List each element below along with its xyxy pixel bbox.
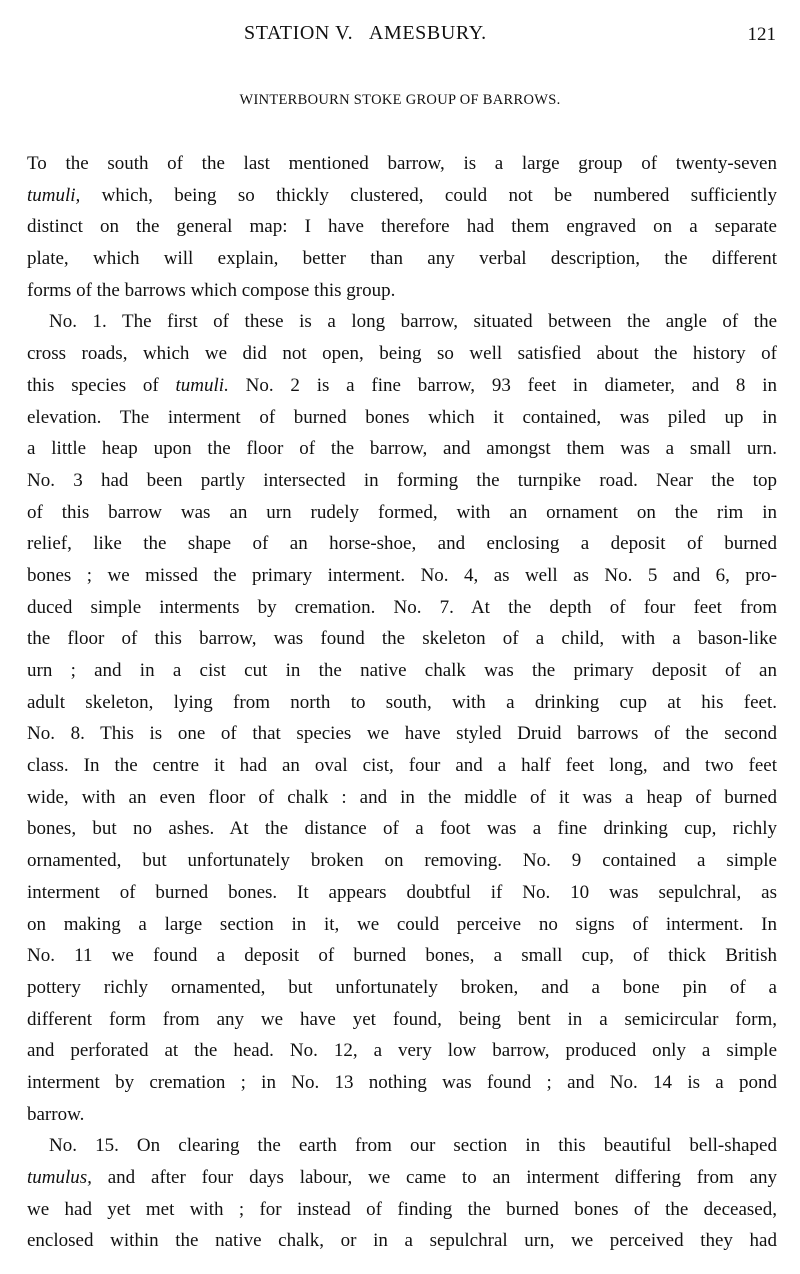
text-line bbox=[27, 1130, 777, 1162]
text-segment: No. 8. This is one of that species we have styled Druid barrows of the second bbox=[27, 723, 777, 745]
text-line bbox=[27, 750, 777, 782]
text-segment: on making a large section in it, we could perceive no signs of interment. In bbox=[27, 913, 777, 935]
text-line bbox=[27, 402, 777, 434]
text-segment: interment by cremation ; in No. 13 nothing was found ; and No. 14 is a pond bbox=[27, 1071, 777, 1093]
text-segment: barrow. bbox=[27, 1103, 85, 1125]
text-segment: No. 3 had been partly intersected in forming the turnpike road. Near the top bbox=[27, 469, 777, 491]
text-line bbox=[27, 1099, 777, 1131]
text-line bbox=[27, 1225, 777, 1257]
text-segment: No. 15. On clearing the earth from our section in this beautiful bell-shaped bbox=[49, 1135, 777, 1157]
text-line bbox=[27, 877, 777, 909]
text-line bbox=[27, 718, 777, 750]
text-line bbox=[27, 211, 777, 243]
text-segment: a little heap upon the floor of the barrow, and amongst them was a small urn. bbox=[27, 438, 777, 460]
text-line bbox=[27, 560, 777, 592]
text-segment: duced simple interments by cremation. No. 7. At the depth of four feet from bbox=[27, 596, 777, 618]
text-line bbox=[27, 592, 777, 624]
text-segment: class. In the centre it had an oval cist, four and a half feet long, and two feet bbox=[27, 755, 777, 777]
text-segment: pottery richly ornamented, but unfortunately broken, and a bone pin of a bbox=[27, 976, 777, 998]
text-segment: different form from any we have yet found, being bent in a semicircular form, bbox=[27, 1008, 777, 1030]
text-line bbox=[27, 1162, 777, 1194]
text-segment: interment of burned bones. It appears doubtful if No. 10 was sepulchral, as bbox=[27, 881, 777, 903]
section-heading: WINTERBOURN STOKE GROUP OF BARROWS. bbox=[239, 92, 561, 108]
text-line bbox=[27, 623, 777, 655]
text-line bbox=[27, 782, 777, 814]
text-line bbox=[27, 275, 777, 307]
italic-text: tumuli, bbox=[27, 184, 81, 206]
text-segment: the floor of this barrow, was found the skeleton of a child, with a bason-like bbox=[27, 628, 777, 650]
text-line bbox=[27, 909, 777, 941]
running-title: STATION V. AMESBURY. bbox=[244, 22, 487, 44]
text-segment: and perforated at the head. No. 12, a very low barrow, produced only a simple bbox=[27, 1040, 777, 1062]
text-segment: wide, with an even floor of chalk : and in the middle of it was a heap of burned bbox=[27, 786, 777, 808]
text-line bbox=[27, 497, 777, 529]
text-line bbox=[27, 1004, 777, 1036]
running-head bbox=[0, 22, 800, 52]
body-text bbox=[27, 148, 777, 1257]
text-segment: urn ; and in a cist cut in the native chalk was the primary deposit of an bbox=[27, 660, 777, 681]
text-line bbox=[27, 845, 777, 877]
text-segment: No. 11 we found a deposit of burned bones, a small cup, of thick British bbox=[27, 945, 777, 967]
text-segment: which, being so thickly clustered, could not be numbered sufficiently bbox=[80, 184, 777, 206]
text-line bbox=[27, 148, 777, 180]
text-line bbox=[27, 306, 777, 338]
text-segment: of this barrow was an urn rudely formed, with an ornament on the rim in bbox=[27, 501, 777, 523]
text-line bbox=[27, 940, 777, 972]
text-line bbox=[27, 433, 777, 465]
text-line bbox=[27, 1194, 777, 1226]
text-line bbox=[27, 180, 777, 212]
text-segment: enclosed within the native chalk, or in a sepulchral urn, we perceived they had bbox=[27, 1230, 777, 1252]
text-segment: No. 2 is a fine barrow, 93 feet in diameter, and 8 in bbox=[228, 374, 777, 396]
text-line bbox=[27, 1067, 777, 1099]
text-line bbox=[27, 370, 777, 402]
page-number: 121 bbox=[747, 24, 776, 45]
text-segment: elevation. The interment of burned bones which it contained, was piled up in bbox=[27, 406, 777, 428]
text-segment: No. 1. The first of these is a long barrow, situated between the angle of the bbox=[49, 311, 777, 333]
text-segment: bones, but no ashes. At the distance of a foot was a fine drinking cup, richly bbox=[27, 818, 777, 840]
text-line bbox=[27, 655, 777, 687]
text-segment: adult skeleton, lying from north to south, with a drinking cup at his feet. bbox=[27, 691, 777, 713]
text-line bbox=[27, 465, 777, 497]
text-segment: bones ; we missed the primary interment. No. 4, as well as No. 5 and 6, pro- bbox=[27, 564, 777, 586]
text-segment: we had yet met with ; for instead of finding the burned bones of the deceased, bbox=[27, 1198, 777, 1220]
text-segment: this species of bbox=[27, 374, 176, 396]
text-segment: To the south of the last mentioned barrow, is a large group of twenty-seven bbox=[27, 153, 777, 174]
text-segment: cross roads, which we did not open, being so well satisfied about the history of bbox=[27, 343, 777, 365]
text-line bbox=[27, 1035, 777, 1067]
text-segment: ornamented, but unfortunately broken on removing. No. 9 contained a simple bbox=[27, 850, 777, 872]
italic-text: tumulus, bbox=[27, 1167, 92, 1188]
text-segment: forms of the barrows which compose this group. bbox=[27, 279, 396, 301]
italic-text: tumuli. bbox=[175, 374, 229, 396]
text-line bbox=[27, 528, 777, 560]
text-line bbox=[27, 972, 777, 1004]
text-segment: and after four days labour, we came to an interment differing from any bbox=[91, 1167, 777, 1188]
text-line bbox=[27, 338, 777, 370]
text-line bbox=[27, 243, 777, 275]
text-segment: plate, which will explain, better than any verbal description, the different bbox=[27, 248, 777, 270]
text-segment: distinct on the general map: I have therefore had them engraved on a separate bbox=[27, 216, 777, 238]
text-line bbox=[27, 813, 777, 845]
text-line bbox=[27, 687, 777, 719]
text-segment: relief, like the shape of an horse-shoe, and enclosing a deposit of burned bbox=[27, 533, 777, 555]
